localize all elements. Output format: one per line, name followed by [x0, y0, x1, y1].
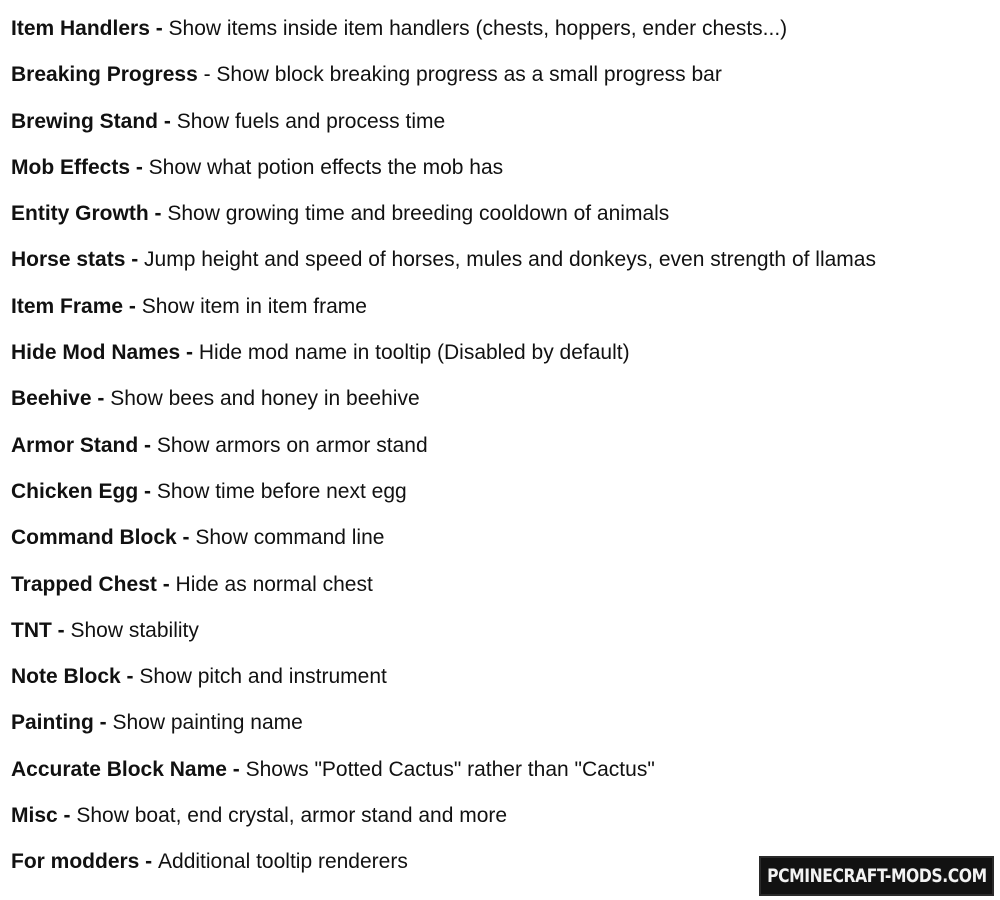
- feature-description: Show bees and honey in beehive: [110, 387, 420, 411]
- feature-name: Painting -: [11, 711, 113, 735]
- feature-list: [11, 14, 876, 894]
- feature-description: Hide as normal chest: [175, 572, 373, 596]
- feature-description: Show painting name: [112, 711, 303, 735]
- feature-description: Hide mod name in tooltip (Disabled by default): [198, 341, 630, 365]
- feature-item-accurate-block-name: [11, 755, 876, 801]
- feature-item-horse-stats: [11, 245, 876, 291]
- feature-description: Additional tooltip renderers: [158, 850, 408, 874]
- feature-item-trapped-chest: [11, 570, 876, 616]
- feature-name: Command Block -: [11, 526, 196, 550]
- feature-item-mob-effects: [11, 153, 876, 199]
- feature-item-chicken-egg: [11, 477, 876, 523]
- feature-description: Show what potion effects the mob has: [148, 155, 504, 179]
- feature-description: Show growing time and breeding cooldown of animals: [167, 202, 670, 226]
- feature-item-breaking-progress: [11, 60, 876, 106]
- feature-description: Show fuels and process time: [176, 109, 446, 133]
- feature-item-command-block: [11, 523, 876, 569]
- feature-name: Chicken Egg -: [11, 479, 157, 503]
- feature-description: Show pitch and instrument: [139, 665, 387, 689]
- feature-name: Item Handlers -: [11, 17, 169, 40]
- feature-name: Mob Effects -: [11, 155, 149, 179]
- feature-name: Breaking Progress: [11, 63, 198, 87]
- feature-name: Entity Growth -: [11, 202, 168, 226]
- feature-description: Show armors on armor stand: [156, 433, 428, 457]
- feature-item-beehive: [11, 384, 876, 430]
- feature-item-painting: [11, 708, 876, 754]
- watermark-text: PCMINECRAFT-MODS.COM: [766, 865, 987, 887]
- feature-item-armor-stand: [11, 431, 876, 477]
- feature-description: Show stability: [70, 618, 199, 642]
- feature-name: Armor Stand -: [11, 433, 157, 457]
- feature-item-item-frame: [11, 292, 876, 338]
- feature-name: Hide Mod Names -: [11, 341, 199, 365]
- feature-name: Horse stats -: [11, 248, 145, 272]
- feature-name: Trapped Chest -: [11, 572, 176, 596]
- feature-description: Show item in item frame: [141, 294, 367, 318]
- feature-item-entity-growth: [11, 199, 876, 245]
- feature-item-item-handlers: [11, 14, 876, 60]
- feature-name: Accurate Block Name -: [11, 757, 246, 781]
- feature-description: Show time before next egg: [156, 479, 407, 503]
- feature-name: Item Frame -: [11, 294, 142, 318]
- feature-name: Misc -: [11, 804, 77, 828]
- feature-name: For modders -: [11, 850, 159, 874]
- feature-item-misc: [11, 801, 876, 847]
- feature-name: Note Block -: [11, 665, 140, 689]
- feature-description: Shows "Potted Cactus" rather than "Cactus": [245, 757, 655, 781]
- feature-item-for-modders: [11, 847, 876, 893]
- feature-description: Jump height and speed of horses, mules and donkeys, even strength of llamas: [144, 248, 876, 272]
- feature-name: Brewing Stand -: [11, 109, 177, 133]
- feature-item-brewing-stand: [11, 107, 876, 153]
- site-watermark: [759, 856, 994, 896]
- feature-description: - Show block breaking progress as a small progress bar: [197, 63, 722, 87]
- feature-description: Show boat, end crystal, armor stand and more: [76, 804, 508, 828]
- feature-item-note-block: [11, 662, 876, 708]
- feature-name: TNT -: [11, 618, 71, 642]
- feature-name: Beehive -: [11, 387, 111, 411]
- feature-description: Show command line: [195, 526, 385, 550]
- feature-description: Show items inside item handlers (chests, hoppers, ender chests...): [168, 17, 788, 40]
- feature-item-hide-mod-names: [11, 338, 876, 384]
- feature-item-tnt: [11, 616, 876, 662]
